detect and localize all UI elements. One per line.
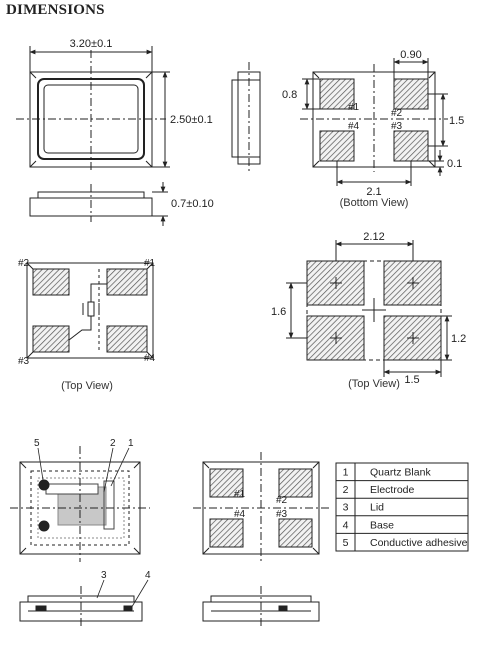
callout-1: 1: [128, 438, 134, 449]
cross-section-2: [203, 586, 319, 628]
caption-top-view-2: (Top View): [348, 378, 400, 390]
small-pad-3: [279, 519, 312, 547]
dim-width: 2.50±0.1: [170, 114, 213, 126]
small-pin-2-label: #2: [276, 495, 288, 506]
callout-5: 5: [34, 438, 40, 449]
dim-height: 0.7±0.10: [171, 198, 214, 210]
top-pad-2: [33, 269, 69, 295]
parts-num-5: 5: [342, 536, 349, 549]
dim-land-pitch-v: 1.5: [404, 374, 420, 386]
page-heading: DIMENSIONS: [6, 2, 105, 18]
small-pin-1-label: #1: [234, 489, 246, 500]
small-pad-2: [279, 469, 312, 497]
dim-gap: 0.1: [447, 158, 463, 170]
small-pad-4: [210, 519, 243, 547]
adhesive-dot-bottom: [39, 521, 49, 531]
parts-name-1: Quartz Blank: [370, 466, 431, 479]
parts-name-4: Base: [370, 519, 394, 532]
parts-num-2: 2: [342, 484, 349, 497]
bottom-pin-2-label: #2: [391, 108, 403, 119]
construction-top-view: [10, 446, 150, 562]
dim-length: 3.20±0.1: [69, 38, 113, 50]
package-top-outline: [16, 50, 166, 172]
callout-3: 3: [101, 570, 107, 581]
parts-name-3: Lid: [370, 501, 385, 514]
top-pin-3-label: #3: [18, 356, 30, 367]
small-pin-3-label: #3: [276, 509, 288, 520]
top-pad-1: [107, 269, 147, 295]
top-pad-3: [33, 326, 69, 352]
bottom-pad-3: [394, 131, 428, 161]
dim-land-pad-height: 1.2: [451, 333, 467, 345]
bottom-pad-4: [320, 131, 354, 161]
parts-num-3: 3: [342, 501, 349, 514]
dim-land-height: 1.6: [271, 306, 287, 318]
dim-pad-height: 0.8: [282, 89, 298, 101]
parts-num-4: 4: [342, 519, 349, 532]
top-pin-1-label: #1: [144, 258, 156, 269]
dim-pad-width: 0.90: [400, 49, 422, 61]
callout-4: 4: [145, 570, 151, 581]
cross-section-1: [20, 586, 142, 628]
dim-land-pitch-h: 2.12: [363, 231, 385, 243]
top-pin-2-label: #2: [18, 258, 30, 269]
caption-top-view-1: (Top View): [61, 380, 113, 392]
parts-name-2: Electrode: [370, 484, 415, 497]
package-side-view: [232, 62, 260, 172]
callout-2: 2: [110, 438, 116, 449]
bottom-pin-3-label: #3: [391, 121, 403, 132]
top-pad-4: [107, 326, 147, 352]
dim-pitch-h: 2.1: [366, 186, 382, 198]
parts-name-5: Conductive adhesive: [370, 536, 468, 549]
parts-num-1: 1: [342, 466, 349, 479]
dim-pitch-v: 1.5: [449, 115, 465, 127]
bottom-pad-2: [394, 79, 428, 109]
adhesive-dot-top: [39, 480, 49, 490]
package-front-view: [30, 184, 152, 222]
top-pin-4-label: #4: [144, 353, 156, 364]
caption-bottom-view: (Bottom View): [339, 197, 409, 209]
bottom-pin-4-label: #4: [348, 121, 360, 132]
land-pattern: [307, 261, 441, 360]
small-pin-4-label: #4: [234, 509, 246, 520]
bottom-pin-1-label: #1: [348, 102, 360, 113]
